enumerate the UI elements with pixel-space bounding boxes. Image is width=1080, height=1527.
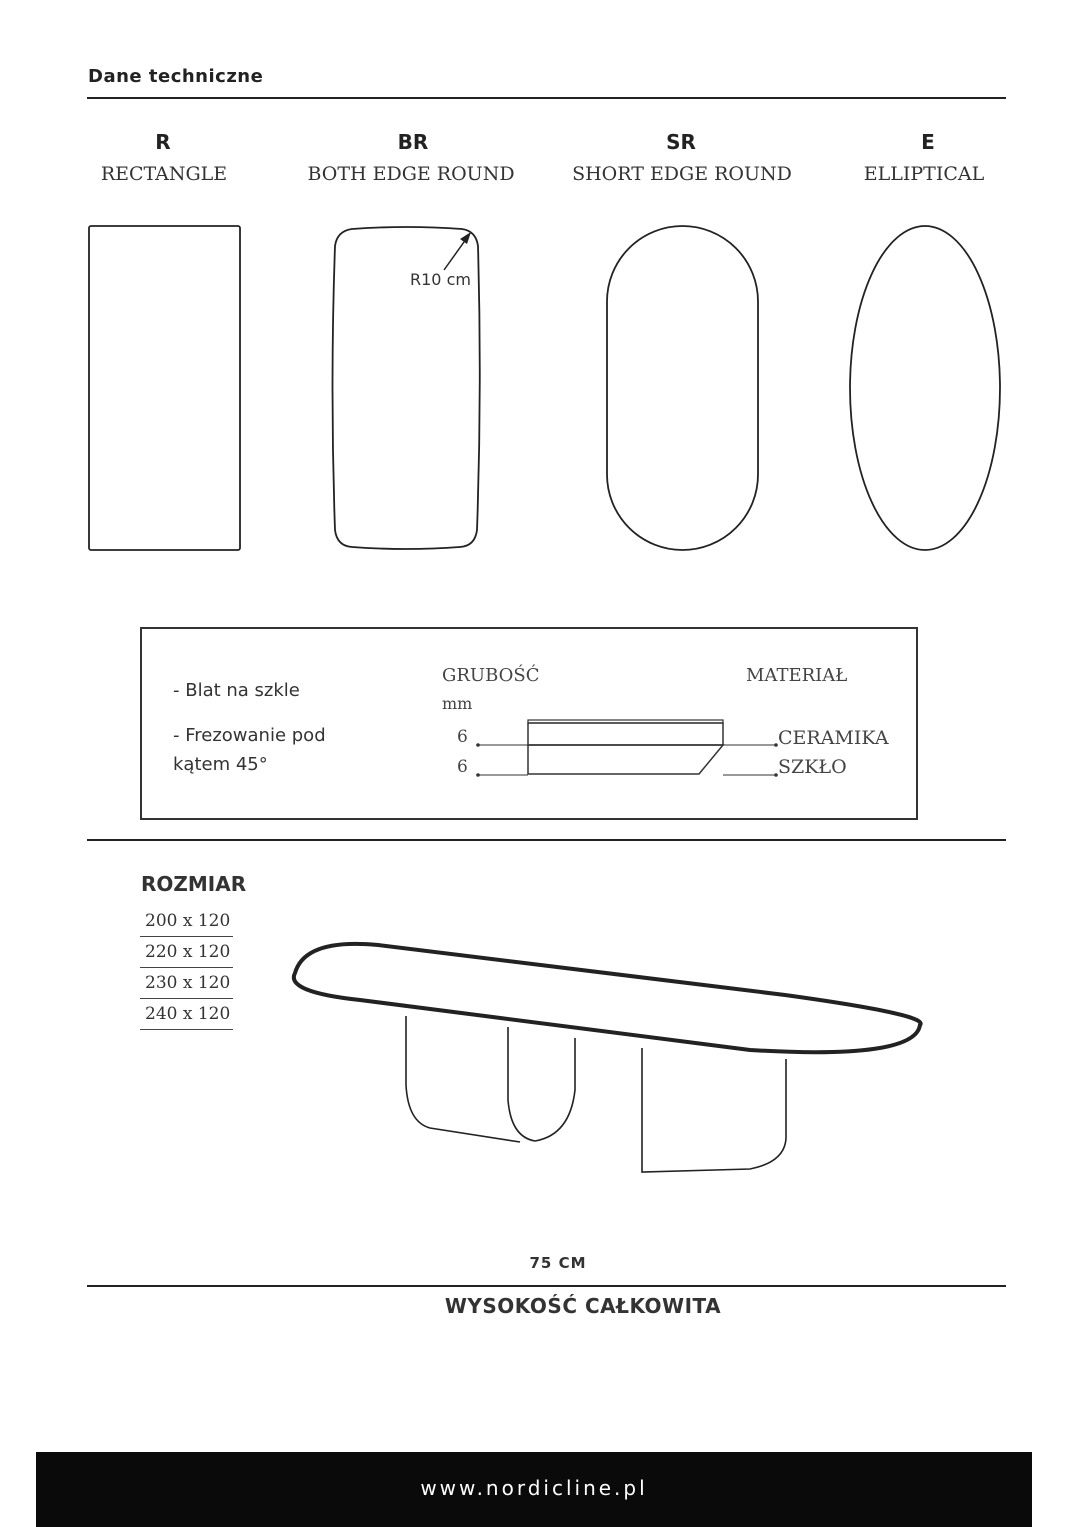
footer-website-link[interactable]: www.nordicline.pl: [420, 1476, 648, 1500]
leg-right: [642, 1048, 786, 1172]
material-ceramic: CERAMIKA: [778, 727, 889, 749]
feature-milling: - Frezowanie pod: [173, 725, 326, 746]
leader-dot: [774, 773, 778, 777]
shape-name-short-edge-round: SHORT EDGE ROUND: [572, 163, 792, 185]
size-item: 240 x 120: [140, 999, 233, 1030]
short-edge-round-shape: [607, 226, 758, 550]
radius-annotation: R10 cm: [410, 270, 471, 289]
shape-code-r: R: [155, 130, 171, 154]
section-title: Dane techniczne: [88, 66, 264, 87]
footer-bar: [36, 1452, 1032, 1527]
radius-arrow-head: [460, 232, 471, 244]
ceramic-layer: [528, 723, 723, 745]
leader-dot: [476, 743, 480, 747]
shapes-illustration: [0, 0, 1080, 600]
table-illustration: [280, 930, 940, 1190]
shape-code-e: E: [921, 130, 935, 154]
shape-code-br: BR: [397, 130, 429, 154]
shape-name-rectangle: RECTANGLE: [100, 163, 228, 185]
size-item: 220 x 120: [140, 937, 233, 968]
layer-thickness-ceramic: 6: [457, 727, 468, 747]
thickness-unit: mm: [442, 694, 473, 713]
glass-layer-beveled: [528, 745, 723, 774]
leader-dot: [476, 773, 480, 777]
elliptical-shape: [850, 226, 1000, 550]
layer-thickness-glass: 6: [457, 757, 468, 777]
shape-name-both-edge-round: BOTH EDGE ROUND: [307, 163, 515, 185]
shape-code-sr: SR: [666, 130, 696, 154]
shape-name-elliptical: ELLIPTICAL: [863, 163, 985, 185]
leg-left-inner: [508, 1027, 575, 1141]
leader-dot: [774, 743, 778, 747]
material-glass: SZKŁO: [778, 756, 847, 778]
thickness-label: GRUBOŚĆ: [442, 665, 540, 686]
size-item: 230 x 120: [140, 968, 233, 999]
size-item: 200 x 120: [140, 906, 233, 937]
tabletop: [294, 944, 921, 1052]
layer-cross-section: [0, 700, 1080, 800]
height-value: 75 CM: [529, 1254, 587, 1272]
sizes-title: ROZMIAR: [141, 872, 247, 896]
section-divider: [87, 839, 1006, 841]
material-label: MATERIAŁ: [746, 665, 848, 686]
rectangle-shape: [89, 226, 240, 550]
feature-angle: kątem 45°: [173, 754, 268, 775]
height-divider: [87, 1285, 1006, 1287]
feature-glass-top: - Blat na szkle: [173, 680, 300, 701]
height-label: WYSOKOŚĆ CAŁKOWITA: [444, 1294, 722, 1318]
leg-left-outer: [406, 1016, 520, 1142]
